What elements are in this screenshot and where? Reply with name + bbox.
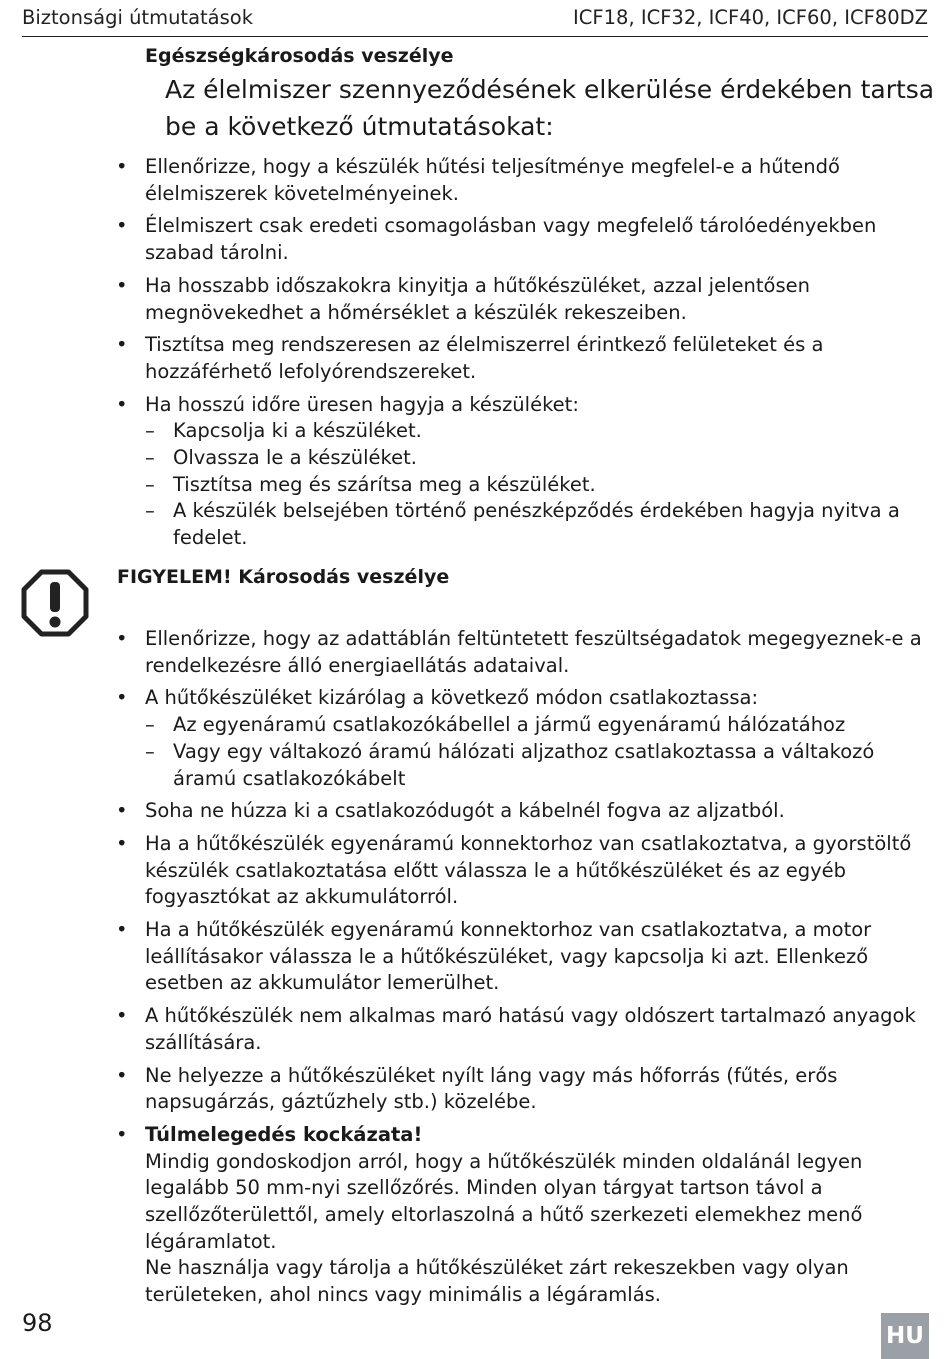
- item-paragraph: Mindig gondoskodjon arról, hogy a hűtőkészülék minden oldalánál legyen legalább 50 mm-nyi szellőzőrés. Minden olyan tárgyat tartson távol a szellőzőterülettől, amely eltorlaszolná a hűtő szerkezeti elemekhez menő légáramlatot.: [145, 1149, 863, 1253]
- sub-item-text: Az egyenáramú csatlakozókábellel a jármű egyenáramú hálózatához: [173, 713, 846, 737]
- dash-marker: –: [145, 739, 155, 763]
- health-hazard-intro: Az élelmiszer szennyeződésének elkerülése érdekében tartsa be a következő útmutatásokat:: [165, 75, 935, 141]
- page-number: 98: [22, 1309, 53, 1337]
- item-text: A hűtőkészüléket kizárólag a következő módon csatlakoztassa:: [145, 686, 759, 710]
- list-item: [0, 213, 950, 266]
- bullet-marker: •: [116, 1004, 128, 1028]
- sub-list-item: [145, 418, 928, 445]
- dash-marker: –: [145, 713, 155, 737]
- language-badge: HU: [881, 1313, 929, 1359]
- list-item: [0, 1063, 950, 1116]
- list-item: [0, 1003, 950, 1056]
- warning-heading: FIGYELEM! Károsodás veszélye: [117, 566, 450, 588]
- bullet-marker: •: [116, 918, 128, 942]
- bullet-marker: •: [116, 1122, 128, 1146]
- sub-item-text: A készülék belsejében történő penészképződés érdekében hagyja nyitva a fedelet.: [173, 499, 900, 550]
- dash-marker: –: [145, 446, 155, 470]
- item-strong-title: Túlmelegedés kockázata!: [145, 1122, 423, 1146]
- item-text: A hűtőkészülék nem alkalmas maró hatású vagy oldószert tartalmazó anyagok szállítására.: [145, 1004, 916, 1054]
- bullet-marker: •: [116, 392, 128, 416]
- running-header-models: ICF18, ICF32, ICF40, ICF60, ICF80DZ: [573, 6, 928, 29]
- sub-list-item: [145, 498, 928, 551]
- list-item: [0, 685, 950, 792]
- sub-list-item: [145, 472, 928, 499]
- bullet-marker: •: [116, 627, 128, 650]
- list-item: [0, 798, 950, 825]
- health-hazard-list: [0, 154, 950, 558]
- item-paragraph: Ne használja vagy tárolja a hűtőkészüléket zárt rekeszekben vagy olyan területeken, ahol nincs vagy minimális a légáramlás.: [145, 1256, 849, 1307]
- bullet-marker: •: [116, 214, 128, 238]
- list-item: [0, 831, 950, 911]
- item-text: Ha hosszabb időszakokra kinyitja a hűtőkészüléket, azzal jelentősen megnövekedhet a hőmérséklet a készülék rekeszeiben.: [145, 273, 810, 324]
- list-item: [0, 917, 950, 997]
- dash-marker: –: [145, 419, 155, 443]
- running-header-section: Biztonsági útmutatások: [22, 6, 254, 29]
- item-text: Ha a hűtőkészülék egyenáramú konnektorhoz van csatlakoztatva, a gyorstöltő készülék csatlakoztatása előtt válassza le a hűtőkészüléket és az egyéb fogyasztókat az akkumulátorról.: [145, 831, 912, 909]
- warning-list: [0, 626, 950, 1315]
- item-text: Ha a hűtőkészülék egyenáramú konnektorhoz van csatlakoztatva, a motor leállításakor válassza le a hűtőkészüléket, vagy kapcsolja ki azt. Ellenkező esetben az akkumulátor lemerülhet.: [145, 918, 872, 995]
- item-text: Soha ne húzza ki a csatlakozódugót a kábelnél fogva az aljzatból.: [145, 799, 785, 823]
- dash-marker: –: [145, 499, 155, 523]
- item-text: Ne helyezze a hűtőkészüléket nyílt láng vagy más hőforrás (fűtés, erős napsugárzás, gáztűzhely stb.) közelébe.: [145, 1063, 838, 1114]
- health-hazard-heading: Egészségkárosodás veszélye: [145, 45, 454, 67]
- bullet-marker: •: [116, 155, 128, 178]
- bullet-marker: •: [116, 831, 128, 855]
- header-divider: [22, 36, 928, 37]
- list-item: [0, 626, 950, 679]
- sub-list: [145, 712, 928, 792]
- sub-list-item: [145, 739, 928, 792]
- sub-list-item: [145, 445, 928, 472]
- sub-list-item: [145, 712, 928, 739]
- list-item: [0, 392, 950, 552]
- sub-item-text: Kapcsolja ki a készüléket.: [173, 419, 422, 443]
- dash-marker: –: [145, 472, 155, 496]
- bullet-marker: •: [116, 333, 128, 357]
- item-text: Tisztítsa meg rendszeresen az élelmiszerrel érintkező felületeket és a hozzáférhető lefolyórendszereket.: [145, 333, 824, 383]
- bullet-marker: •: [116, 686, 128, 710]
- sub-item-text: Tisztítsa meg és szárítsa meg a készüléket.: [173, 472, 596, 496]
- list-item: [0, 332, 950, 385]
- sub-list: [145, 418, 928, 552]
- bullet-marker: •: [116, 799, 128, 823]
- item-text: Élelmiszert csak eredeti csomagolásban vagy megfelelő tárolóedényekben szabad tárolni.: [145, 214, 877, 265]
- bullet-marker: •: [116, 1063, 128, 1087]
- sub-item-text: Olvassza le a készüléket.: [173, 446, 417, 470]
- sub-item-text: Vagy egy váltakozó áramú hálózati aljzathoz csatlakoztassa a váltakozó áramú csatlakozókábelt: [173, 739, 875, 790]
- list-item: [0, 273, 950, 326]
- bullet-marker: •: [116, 273, 128, 297]
- list-item: [0, 154, 950, 207]
- list-item: [0, 1122, 950, 1309]
- item-text: Ellenőrizze, hogy a készülék hűtési teljesítménye megfelel-e a hűtendő élelmiszerek követelményeinek.: [145, 155, 840, 205]
- item-text: Ellenőrizze, hogy az adattáblán feltüntetett feszültségadatok megegyeznek-e a rendelkezésre álló energiaellátás adataival.: [145, 627, 922, 677]
- item-text: Ha hosszú időre üresen hagyja a készüléket:: [145, 392, 579, 416]
